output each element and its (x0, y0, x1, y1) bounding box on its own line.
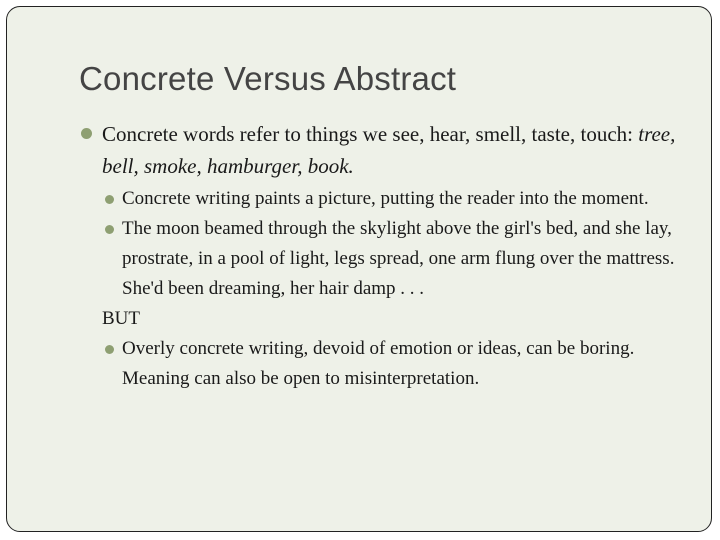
bullet-concrete-definition (80, 118, 690, 182)
bullet-dot-icon (105, 345, 114, 354)
moon-example-text: The moon beamed through the skylight above the girl's bed, and she lay, prostrate, in a pool of light, legs spread, one arm flung over the mattress. She'd been dreaming, her hair damp . . . (122, 218, 675, 299)
bullet-dot-icon (105, 195, 114, 204)
concrete-definition: words refer to things we see, hear, smell, taste, touch: (177, 122, 639, 146)
bullet-paints-picture (80, 184, 690, 214)
concrete-examples: tree, bell, smoke, hamburger, book. (102, 122, 676, 178)
overly-concrete-text: Overly concrete writing, devoid of emotion or ideas, can be boring. Meaning can also be open to misinterpretation. (122, 338, 635, 389)
bullet-moon-example (80, 214, 690, 304)
but-label: BUT (102, 308, 140, 329)
bullet-dot-icon (81, 128, 92, 139)
concrete-term: Concrete (102, 122, 178, 146)
bullet-dot-icon (105, 225, 114, 234)
bullet-overly-concrete (80, 334, 690, 394)
slide-title: Concrete Versus Abstract (79, 60, 457, 97)
slide-content (80, 118, 690, 394)
paints-picture-text: Concrete writing paints a picture, putting the reader into the moment. (122, 188, 649, 209)
